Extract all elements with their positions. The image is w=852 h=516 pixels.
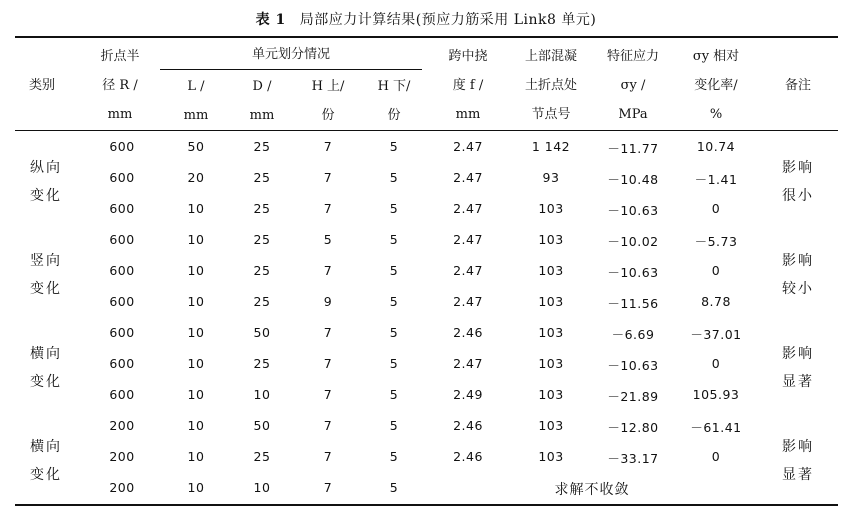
cell-node: 103 [538,356,564,371]
cell-f: 2.47 [453,232,483,247]
cell-D: 50 [253,325,271,340]
no-convergence-note: 求解不收敛 [554,482,630,498]
cell-L: 10 [187,294,205,309]
cell-f: 2.47 [453,294,483,309]
cell-D: 25 [253,263,271,278]
cell-L: 10 [187,387,205,402]
group-remark: 影响 显著 [782,346,814,390]
cell-Hl: 5 [389,170,399,185]
header-relative-change: σy 相对 变化率/ % [692,49,740,122]
cell-Hu: 5 [323,232,333,247]
cell-f: 2.47 [453,201,483,216]
cell-R: 200 [109,449,135,464]
cell-R: 600 [109,139,135,154]
cell-D: 25 [253,232,271,247]
cell-f: 2.46 [453,325,483,340]
cell-node: 103 [538,449,564,464]
cell-R: 600 [109,356,135,371]
cell-Hu: 7 [323,387,333,402]
cell-change: 8.78 [701,294,731,309]
cell-stress: －10.48 [607,172,659,187]
cell-f: 2.46 [453,418,483,433]
cell-Hl: 5 [389,263,399,278]
cell-Hu: 7 [323,480,333,495]
cell-D: 25 [253,356,271,371]
cell-R: 600 [109,387,135,402]
cell-stress: －11.77 [607,141,659,156]
cell-L: 10 [187,263,205,278]
cell-node: 103 [538,232,564,247]
cell-R: 600 [109,232,135,247]
cell-Hl: 5 [389,201,399,216]
table-caption [0,9,852,29]
cell-D: 25 [253,294,271,309]
cell-node: 103 [538,387,564,402]
header-element-division: 单元划分情况 [251,47,331,62]
table-number: 表 1 [255,12,286,28]
cell-L: 10 [187,232,205,247]
cell-f: 2.47 [453,263,483,278]
header-D: D / mm [249,79,275,123]
group-category: 竖向 变化 [30,253,62,297]
cell-L: 20 [187,170,205,185]
cell-R: 600 [109,294,135,309]
bottom-rule [15,504,838,506]
group-header-rule [160,69,422,70]
cell-Hu: 7 [323,418,333,433]
cell-D: 25 [253,449,271,464]
cell-Hl: 5 [389,356,399,371]
cell-R: 600 [109,263,135,278]
cell-node: 1 142 [531,139,571,154]
cell-stress: －10.02 [607,234,659,249]
cell-D: 10 [253,480,271,495]
cell-R: 200 [109,418,135,433]
header-stress: 特征应力 σy / MPa [606,49,660,122]
cell-stress: －10.63 [607,203,659,218]
header-H-upper: H 上/ 份 [311,79,345,123]
cell-change: －5.73 [694,234,738,249]
cell-Hl: 5 [389,387,399,402]
group-remark: 影响 显著 [782,439,814,483]
cell-Hl: 5 [389,325,399,340]
header-remark: 备注 [784,78,812,93]
cell-stress: －10.63 [607,265,659,280]
cell-Hl: 5 [389,232,399,247]
cell-stress: －11.56 [607,296,659,311]
cell-D: 50 [253,418,271,433]
cell-f: 2.46 [453,449,483,464]
header-L: L / mm [183,79,209,123]
cell-change: 0 [711,263,721,278]
header-H-lower: H 下/ 份 [377,79,411,123]
group-remark: 影响 较小 [782,253,814,297]
cell-Hl: 5 [389,449,399,464]
cell-L: 10 [187,325,205,340]
cell-change: 10.74 [696,139,736,154]
cell-R: 200 [109,480,135,495]
cell-D: 25 [253,170,271,185]
cell-change: －1.41 [694,172,738,187]
cell-change: －37.01 [690,327,742,342]
cell-stress: －10.63 [607,358,659,373]
cell-Hu: 7 [323,449,333,464]
table-title: 局部应力计算结果(预应力筋采用 Link8 单元) [299,12,597,28]
group-category: 横向 变化 [30,346,62,390]
cell-Hu: 7 [323,263,333,278]
cell-Hu: 7 [323,139,333,154]
header-deflection: 跨中挠 度 f / mm [448,49,488,122]
cell-L: 10 [187,480,205,495]
cell-stress: －33.17 [607,451,659,466]
cell-node: 93 [542,170,560,185]
group-remark: 影响 很小 [782,160,814,204]
cell-Hl: 5 [389,418,399,433]
header-radius: 折点半 径 R / mm [100,49,140,122]
cell-D: 25 [253,139,271,154]
cell-Hl: 5 [389,294,399,309]
cell-change: 105.93 [692,387,740,402]
cell-Hu: 7 [323,201,333,216]
cell-node: 103 [538,201,564,216]
cell-Hu: 9 [323,294,333,309]
cell-f: 2.47 [453,356,483,371]
cell-R: 600 [109,201,135,216]
cell-D: 10 [253,387,271,402]
cell-Hl: 5 [389,139,399,154]
cell-L: 10 [187,449,205,464]
cell-R: 600 [109,170,135,185]
cell-node: 103 [538,263,564,278]
cell-node: 103 [538,418,564,433]
header-bottom-rule [15,130,838,131]
cell-f: 2.47 [453,170,483,185]
group-category: 纵向 变化 [30,160,62,204]
cell-stress: －12.80 [607,420,659,435]
cell-Hu: 7 [323,170,333,185]
cell-L: 10 [187,418,205,433]
cell-f: 2.47 [453,139,483,154]
cell-Hu: 7 [323,325,333,340]
cell-L: 50 [187,139,205,154]
cell-stress: －6.69 [611,327,655,342]
cell-L: 10 [187,356,205,371]
cell-R: 600 [109,325,135,340]
cell-change: －61.41 [690,420,742,435]
cell-change: 0 [711,201,721,216]
cell-f: 2.49 [453,387,483,402]
cell-stress: －21.89 [607,389,659,404]
cell-node: 103 [538,325,564,340]
cell-change: 0 [711,449,721,464]
cell-node: 103 [538,294,564,309]
header-category: 类别 [28,78,56,93]
cell-Hu: 7 [323,356,333,371]
cell-D: 25 [253,201,271,216]
top-rule [15,36,838,38]
cell-change: 0 [711,356,721,371]
cell-Hl: 5 [389,480,399,495]
group-category: 横向 变化 [30,439,62,483]
cell-L: 10 [187,201,205,216]
header-node: 上部混凝 土折点处 节点号 [524,49,578,122]
